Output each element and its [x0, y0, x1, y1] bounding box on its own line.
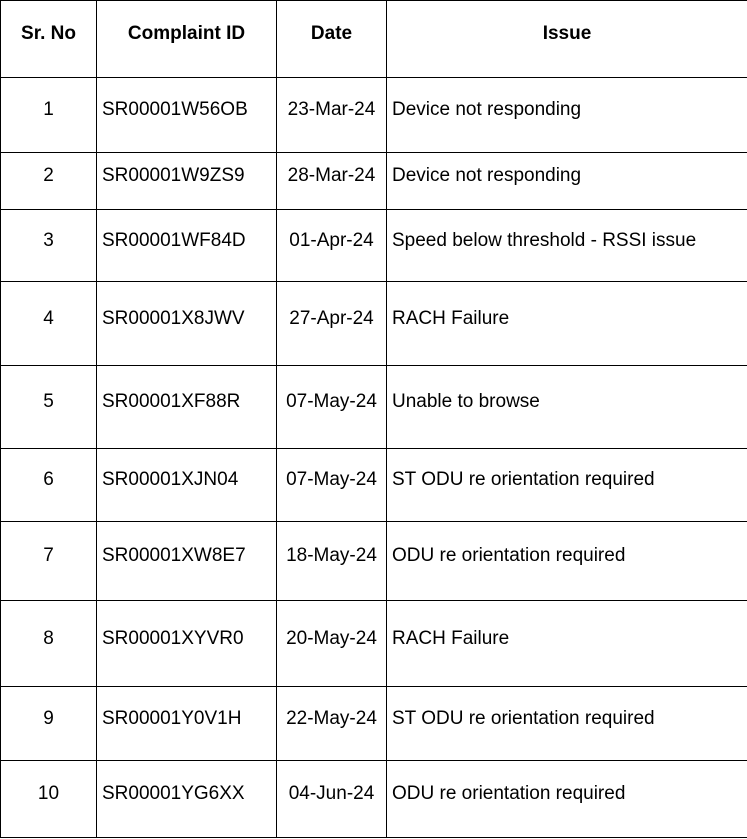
header-issue: Issue — [387, 1, 747, 78]
cell-date: 07-May-24 — [277, 449, 387, 522]
cell-complaint-id: SR00001XYVR0 — [97, 601, 277, 687]
cell-issue: ST ODU re orientation required — [387, 687, 747, 761]
cell-complaint-id: SR00001X8JWV — [97, 282, 277, 366]
table-row — [1, 210, 747, 282]
cell-complaint-id: SR00001XF88R — [97, 366, 277, 449]
cell-issue: ST ODU re orientation required — [387, 449, 747, 522]
header-sr-no: Sr. No — [1, 1, 97, 78]
table-row — [1, 366, 747, 449]
table-row — [1, 522, 747, 601]
header-date: Date — [277, 1, 387, 78]
cell-complaint-id: SR00001XJN04 — [97, 449, 277, 522]
cell-date: 18-May-24 — [277, 522, 387, 601]
cell-issue: Unable to browse — [387, 366, 747, 449]
header-complaint-id: Complaint ID — [97, 1, 277, 78]
cell-date: 04-Jun-24 — [277, 761, 387, 838]
table-row — [1, 761, 747, 838]
cell-issue: Device not responding — [387, 153, 747, 210]
cell-date: 07-May-24 — [277, 366, 387, 449]
table-row — [1, 687, 747, 761]
cell-sr-no: 6 — [1, 449, 97, 522]
cell-sr-no: 2 — [1, 153, 97, 210]
cell-issue: Speed below threshold - RSSI issue — [387, 210, 747, 282]
cell-complaint-id: SR00001W56OB — [97, 78, 277, 153]
cell-issue: ODU re orientation required — [387, 522, 747, 601]
cell-date: 23-Mar-24 — [277, 78, 387, 153]
cell-sr-no: 8 — [1, 601, 97, 687]
cell-sr-no: 9 — [1, 687, 97, 761]
table-row — [1, 153, 747, 210]
cell-sr-no: 5 — [1, 366, 97, 449]
table-row — [1, 78, 747, 153]
cell-complaint-id: SR00001Y0V1H — [97, 687, 277, 761]
cell-complaint-id: SR00001W9ZS9 — [97, 153, 277, 210]
cell-date: 28-Mar-24 — [277, 153, 387, 210]
cell-sr-no: 1 — [1, 78, 97, 153]
table-row — [1, 601, 747, 687]
cell-date: 20-May-24 — [277, 601, 387, 687]
table-row — [1, 282, 747, 366]
cell-date: 22-May-24 — [277, 687, 387, 761]
table-header-row — [1, 1, 747, 78]
table-row — [1, 449, 747, 522]
cell-complaint-id: SR00001WF84D — [97, 210, 277, 282]
cell-date: 01-Apr-24 — [277, 210, 387, 282]
cell-issue: RACH Failure — [387, 282, 747, 366]
cell-issue: Device not responding — [387, 78, 747, 153]
cell-complaint-id: SR00001YG6XX — [97, 761, 277, 838]
cell-sr-no: 4 — [1, 282, 97, 366]
cell-sr-no: 10 — [1, 761, 97, 838]
cell-issue: RACH Failure — [387, 601, 747, 687]
cell-date: 27-Apr-24 — [277, 282, 387, 366]
cell-issue: ODU re orientation required — [387, 761, 747, 838]
cell-complaint-id: SR00001XW8E7 — [97, 522, 277, 601]
cell-sr-no: 7 — [1, 522, 97, 601]
cell-sr-no: 3 — [1, 210, 97, 282]
